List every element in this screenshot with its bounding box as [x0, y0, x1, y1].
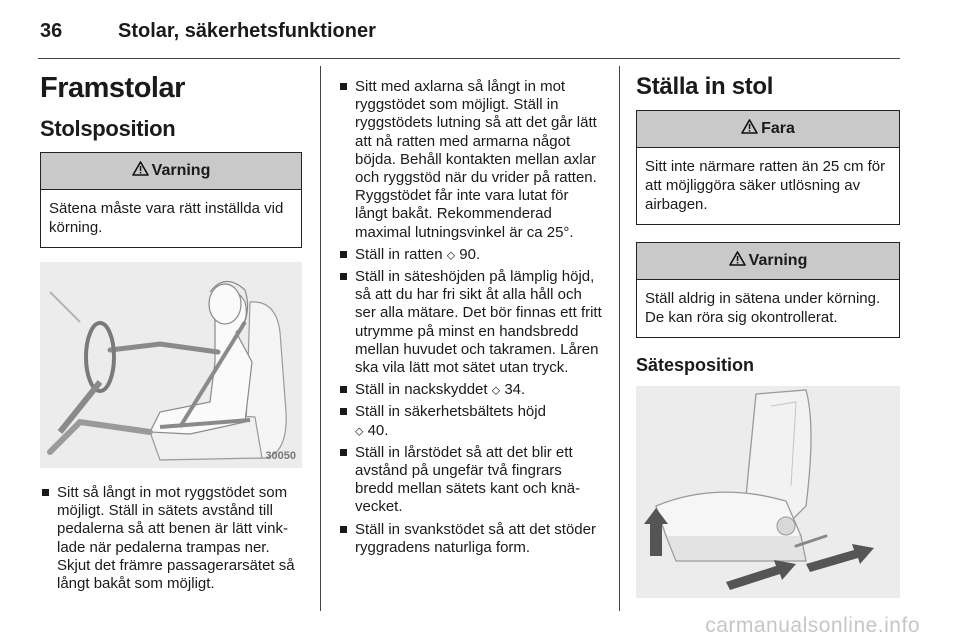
driver-seated-drawing: [40, 262, 302, 468]
seat-adjustment-illustration: [636, 386, 900, 598]
warning-triangle-icon: [729, 251, 746, 271]
warning-box-header: [637, 243, 899, 280]
list-item: Ställ in säkerhetsbältets höjd ⬦ 40.: [338, 403, 602, 439]
warning-triangle-icon: [741, 119, 758, 139]
seat-drawing: [636, 386, 900, 598]
column-2: [338, 78, 602, 561]
page-header: [38, 18, 900, 59]
page-number: 36: [40, 20, 63, 42]
section-heading: Framstolar: [40, 72, 185, 104]
reference-arrow-icon: ⬦: [446, 247, 456, 262]
list-item: Ställ in säteshöjden på lämplig höjd, så att du har fri sikt åt alla håll och ser alla mätare. Det bör finnas ett fritt utrymme på minst en handsbredd mellan huvudet och takramen. Låren ska vila lätt mot sätet utan tryck.: [338, 268, 602, 377]
page-reference[interactable]: 40.: [367, 421, 389, 439]
instruction-list: [338, 78, 602, 557]
list-item: Ställ in svankstödet så att det stöder ryggradens naturliga form.: [338, 521, 602, 557]
subsection-heading: Stolsposition: [40, 116, 176, 141]
section-heading: Ställa in stol: [636, 73, 774, 100]
list-item: Sitt så långt in mot ryggstödet som möjligt. Ställ in sätets avstånd till pedalerna så att benen är lätt vinklade när pedalerna trampas ner. Skjut det främre passagerarsätet så långt bakåt som möjligt.: [40, 484, 302, 593]
list-item: Sitt med axlarna så långt in mot ryggstödet som möjligt. Ställ in ryggstödets lutning så att det går lätt att nå ratten med armarna något böjda. Behåll kontakten mellan axlar och ryggstöd när du vrider på ratten. Ryggstödet får inte vara lutat för långt bakåt. Rekommenderad maximal lutningsvinkel är ca 25°.: [338, 78, 602, 242]
watermark: carmanualsonline.info: [705, 614, 920, 637]
warning-title: Varning: [151, 162, 211, 179]
reference-arrow-icon: ⬦: [491, 383, 501, 398]
figure-number: 30050: [265, 450, 296, 462]
warning-box-header: [41, 153, 301, 190]
warning-triangle-icon: [132, 161, 149, 181]
danger-box: [636, 110, 900, 225]
warning-text: Sätena måste vara rätt inställda vid körning.: [49, 200, 284, 236]
page-reference[interactable]: 90.: [459, 245, 481, 263]
instruction-list: [40, 484, 302, 593]
danger-text: Sitt inte närmare ratten än 25 cm för att möjliggöra säker utlösning av airbagen.: [645, 158, 886, 213]
chapter-title: Stolar, säkerhetsfunktioner: [118, 20, 376, 42]
subsection-heading: Sätesposition: [636, 355, 755, 375]
danger-title: Fara: [761, 120, 795, 137]
danger-box-header: [637, 111, 899, 148]
page-reference[interactable]: 34.: [504, 381, 526, 399]
column-divider-right: [619, 66, 620, 611]
reference-arrow-icon: ⬦: [355, 423, 364, 438]
warning-text: Ställ aldrig in sätena under körning. De kan röra sig okontrollerat.: [645, 290, 881, 326]
seating-position-illustration: [40, 262, 302, 468]
warning-box: [636, 242, 900, 338]
column-1: [40, 66, 302, 597]
warning-title: Varning: [748, 252, 808, 269]
column-divider-left: [320, 66, 321, 611]
list-item: Ställ in ratten ⬦ 90.: [338, 246, 602, 264]
list-item: Ställ in nackskyddet ⬦ 34.: [338, 381, 602, 399]
list-item: Ställ in lårstödet så att det blir ett avstånd på ungefär två fingrars bredd mellan sätets kant och knävecket.: [338, 444, 602, 517]
column-3: [636, 66, 900, 598]
warning-box: [40, 152, 302, 248]
